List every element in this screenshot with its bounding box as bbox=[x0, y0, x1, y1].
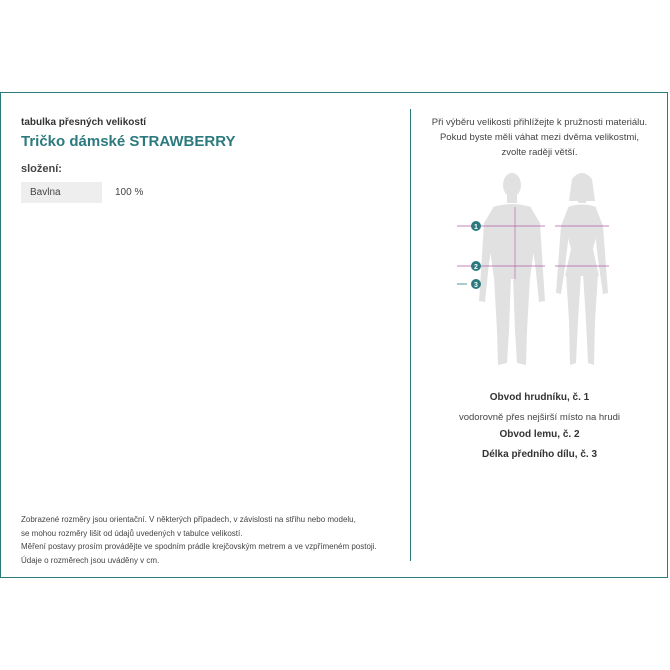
right-panel bbox=[412, 93, 667, 577]
advice-line: Při výběru velikosti přihlížejte k pružnosti materiálu. bbox=[431, 117, 648, 128]
advice-line: zvolte raději větší. bbox=[501, 147, 578, 158]
composition-percent: 100 % bbox=[115, 187, 144, 198]
body-figures-illustration bbox=[457, 171, 622, 376]
size-chart-card bbox=[0, 92, 668, 578]
note-line: Údaje o rozměrech jsou uváděny v cm. bbox=[21, 555, 160, 565]
product-title: Tričko dámské STRAWBERRY bbox=[21, 133, 236, 150]
note-line: Měření postavy prosím provádějte ve spodním prádle krejčovským metrem a ve vzpřímeném postoji. bbox=[21, 542, 377, 551]
marker-2-icon bbox=[471, 261, 481, 271]
measure-1-title: Obvod hrudníku, č. 1 bbox=[489, 392, 590, 403]
female-figure-icon bbox=[556, 173, 608, 365]
marker-2-label: 2 bbox=[474, 264, 478, 271]
sizing-advice bbox=[412, 115, 667, 160]
marker-1-icon bbox=[471, 221, 481, 231]
left-panel bbox=[21, 93, 391, 577]
note-line: se mohou rozměry lišit od údajů uvedených v tabulce velikostí. bbox=[21, 528, 243, 538]
vertical-divider bbox=[410, 109, 411, 561]
composition-material: Bavlna bbox=[21, 182, 102, 203]
composition-row bbox=[21, 182, 391, 203]
marker-3-icon bbox=[471, 279, 481, 289]
chart-subtitle: tabulka přesných velikostí bbox=[21, 117, 147, 128]
marker-1-label: 1 bbox=[474, 224, 478, 231]
male-figure-icon bbox=[479, 173, 545, 365]
note-line: Zobrazené rozměry jsou orientační. V některých případech, v závislosti na střihu nebo modelu, bbox=[21, 515, 356, 524]
marker-3-label: 3 bbox=[474, 282, 478, 289]
composition-label: složení: bbox=[21, 163, 62, 175]
measure-3-title: Délka předního dílu, č. 3 bbox=[481, 449, 598, 460]
measure-1-description: vodorovně přes nejširší místo na hrudi bbox=[458, 412, 621, 423]
advice-line: Pokud byste měli váhat mezi dvěma velikostmi, bbox=[439, 132, 640, 143]
disclaimer-notes bbox=[21, 513, 401, 567]
measure-2-title: Obvod lemu, č. 2 bbox=[499, 429, 580, 440]
